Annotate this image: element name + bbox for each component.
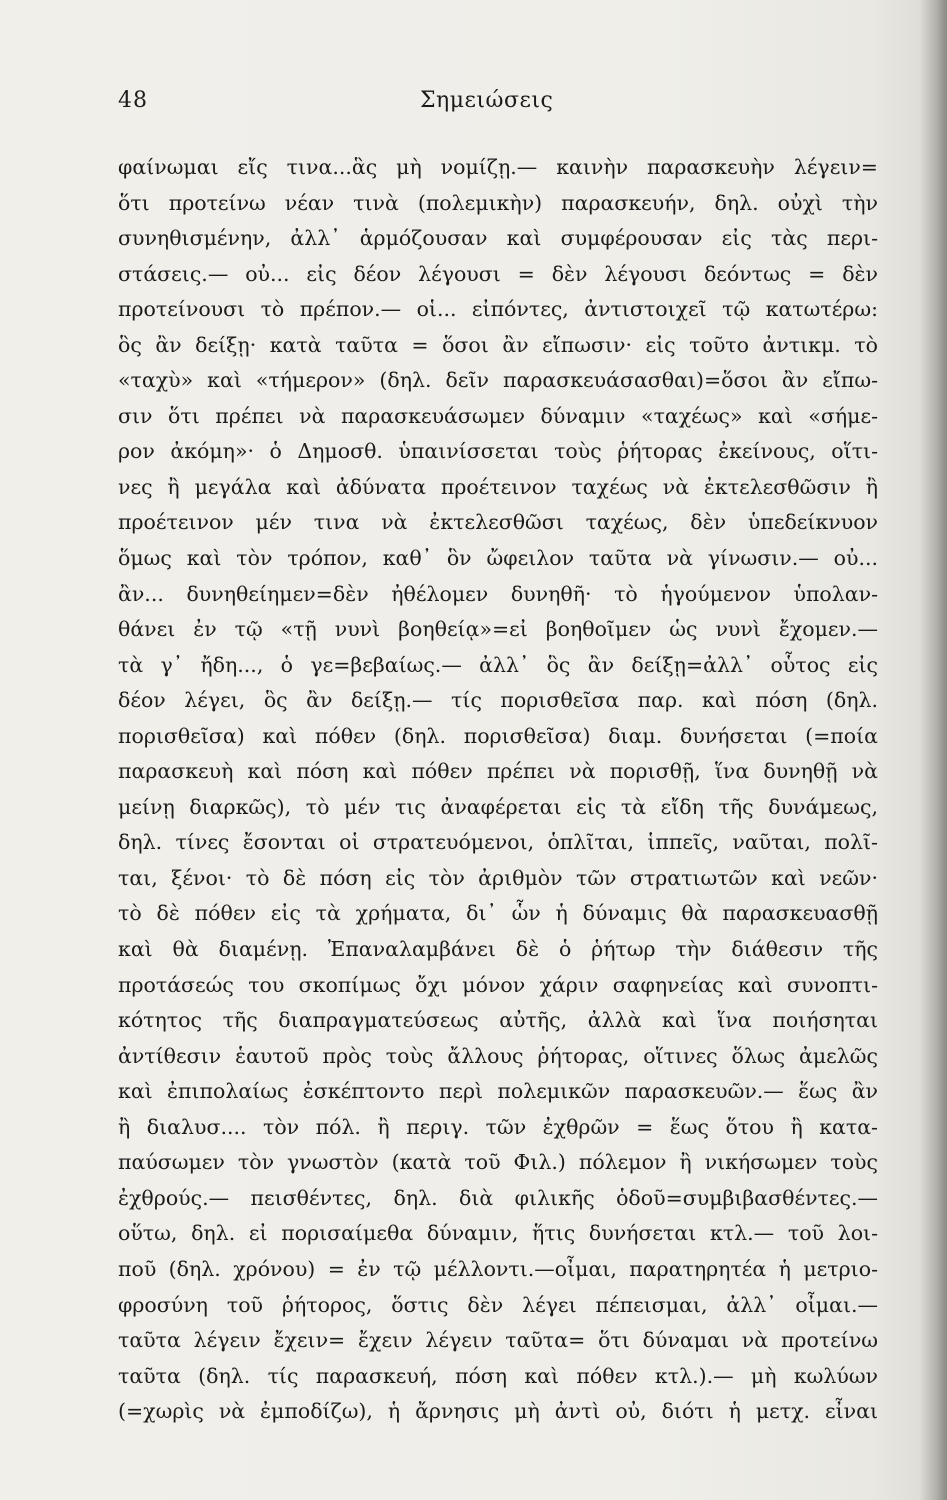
- text-line: πορισθεῖσα) καὶ πόθεν (δηλ. πορισθεῖσα) διαμ. δυνήσεται (=ποία: [118, 723, 878, 748]
- text-line: προέτεινον μέν τινα νὰ ἐκτελεσθῶσι ταχέως, δὲν ὑπεδείκνυον: [118, 510, 878, 535]
- text-line: οὕτω, δηλ. εἰ πορισαίμεθα δύναμιν, ἥτις δυνήσεται κτλ.— τοῦ λοι-: [118, 1221, 878, 1246]
- text-line: ἂν... δυνηθείημεν=δὲν ἠθέλομεν δυνηθῆ· τὸ ἡγούμενον ὑπολαν-: [118, 581, 878, 606]
- text-line: ται, ξένοι· τὸ δὲ πόση εἰς τὸν ἀριθμὸν τῶν στρατιωτῶν καὶ νεῶν·: [118, 865, 878, 890]
- text-line: ποῦ (δηλ. χρόνου) = ἐν τῷ μέλλοντι.—οἶμαι, παρατηρητέα ἡ μετριο-: [118, 1256, 878, 1281]
- text-line: σιν ὅτι πρέπει νὰ παρασκευάσωμεν δύναμιν «ταχέως» καὶ «σήμε-: [118, 403, 878, 428]
- text-line: παρασκευὴ καὶ πόση καὶ πόθεν πρέπει νὰ πορισθῇ, ἵνα δυνηθῇ νὰ: [118, 759, 878, 784]
- text-line: δέον λέγει, ὃς ἂν δείξῃ.— τίς πορισθεῖσα παρ. καὶ πόση (δηλ.: [118, 688, 878, 713]
- text-line: νες ἢ μεγάλα καὶ ἀδύνατα προέτεινον ταχέως νὰ ἐκτελεσθῶσιν ἢ: [118, 474, 878, 499]
- text-line: ὅμως καὶ τὸν τρόπον, καθ᾽ ὃν ὤφειλον ταῦτα νὰ γίνωσιν.— οὐ...: [118, 546, 878, 571]
- text-line: ταῦτα (δηλ. τίς παρασκευή, πόση καὶ πόθεν κτλ.).— μὴ κωλύων: [118, 1363, 878, 1388]
- text-line: ταῦτα λέγειν ἔχειν= ἔχειν λέγειν ταῦτα= ὅτι δύναμαι νὰ προτείνω: [118, 1328, 878, 1353]
- text-line: ὅτι προτείνω νέαν τινὰ (πολεμικὴν) παρασκευήν, δηλ. οὐχὶ τὴν: [118, 190, 878, 215]
- running-title: Σημειώσεις: [420, 88, 554, 113]
- text-line: «ταχὺ» καὶ «τήμερον» (δηλ. δεῖν παρασκευάσασθαι)=ὅσοι ἂν εἴπω-: [118, 368, 878, 393]
- text-line: φαίνωμαι εἴς τινα...ἃς μὴ νομίζῃ.— καινὴν παρασκευὴν λέγειν=: [118, 155, 878, 179]
- text-line: προτείνουσι τὸ πρέπον.— οἱ... εἰπόντες, ἀντιστοιχεῖ τῷ κατωτέρω:: [118, 297, 878, 322]
- text-line: ἐχθρούς.— πεισθέντες, δηλ. διὰ φιλικῆς ὁδοῦ=συμβιβασθέντες.—: [118, 1185, 878, 1210]
- text-line: δηλ. τίνες ἔσονται οἱ στρατευόμενοι, ὁπλῖται, ἱππεῖς, ναῦται, πολῖ-: [118, 830, 878, 855]
- text-line: τὸ δὲ πόθεν εἰς τὰ χρήματα, δι᾽ ὧν ἡ δύναμις θὰ παρασκευασθῇ: [118, 901, 878, 926]
- page-number: 48: [118, 88, 148, 113]
- text-line: θάνει ἐν τῷ «τῇ νυνὶ βοηθείᾳ»=εἰ βοηθοῖμεν ὡς νυνὶ ἔχομεν.—: [118, 617, 878, 642]
- text-line: μείνῃ διαρκῶς), τὸ μέν τις ἀναφέρεται εἰς τὰ εἴδη τῆς δυνάμεως,: [118, 794, 878, 819]
- text-line: ὃς ἂν δείξῃ· κατὰ ταῦτα = ὅσοι ἂν εἴπωσιν· εἰς τοῦτο ἀντικμ. τὸ: [118, 332, 878, 357]
- text-line: ἢ διαλυσ.... τὸν πόλ. ἢ περιγ. τῶν ἐχθρῶν = ἕως ὅτου ἢ κατα-: [118, 1114, 878, 1139]
- text-line: καὶ θὰ διαμένῃ. Ἐπαναλαμβάνει δὲ ὁ ῥήτωρ τὴν διάθεσιν τῆς: [118, 937, 878, 962]
- text-line: καὶ ἐπιπολαίως ἐσκέπτοντο περὶ πολεμικῶν παρασκευῶν.— ἕως ἂν: [118, 1079, 878, 1104]
- text-line: κότητος τῆς διαπραγματεύσεως αὐτῆς, ἀλλὰ καὶ ἵνα ποιήσηται: [118, 1008, 878, 1033]
- text-line: φροσύνη τοῦ ῥήτορος, ὅστις δὲν λέγει πέπεισμαι, ἀλλ᾽ οἶμαι.—: [118, 1292, 878, 1317]
- text-line: παύσωμεν τὸν γνωστὸν (κατὰ τοῦ Φιλ.) πόλεμον ἢ νικήσωμεν τοὺς: [118, 1150, 878, 1175]
- text-line: συνηθισμένην, ἀλλ᾽ ἁρμόζουσαν καὶ συμφέρουσαν εἰς τὰς περι-: [118, 226, 878, 251]
- page-gutter-shadow: [919, 0, 947, 1500]
- text-line: προτάσεώς του σκοπίμως ὄχι μόνον χάριν σαφηνείας καὶ συνοπτι-: [118, 972, 878, 997]
- notes-text-body: [118, 150, 878, 1430]
- text-line: (=χωρὶς νὰ ἐμποδίζω), ἡ ἄρνησις μὴ ἀντὶ οὐ, διότι ἡ μετχ. εἶναι: [118, 1399, 878, 1424]
- text-line: ρον ἀκόμη»· ὁ Δημοσθ. ὑπαινίσσεται τοὺς ῥήτορας ἐκείνους, οἵτι-: [118, 439, 878, 464]
- text-line: τὰ γ᾽ ἤδη..., ὁ γε=βεβαίως.— ἀλλ᾽ ὃς ἂν δείξῃ=ἀλλ᾽ οὗτος εἰς: [118, 652, 878, 677]
- text-line: στάσεις.— οὐ... εἰς δέον λέγουσι = δὲν λέγουσι δεόντως = δὲν: [118, 261, 878, 286]
- text-line: ἀντίθεσιν ἑαυτοῦ πρὸς τοὺς ἄλλους ῥήτορας, οἵτινες ὅλως ἀμελῶς: [118, 1043, 878, 1068]
